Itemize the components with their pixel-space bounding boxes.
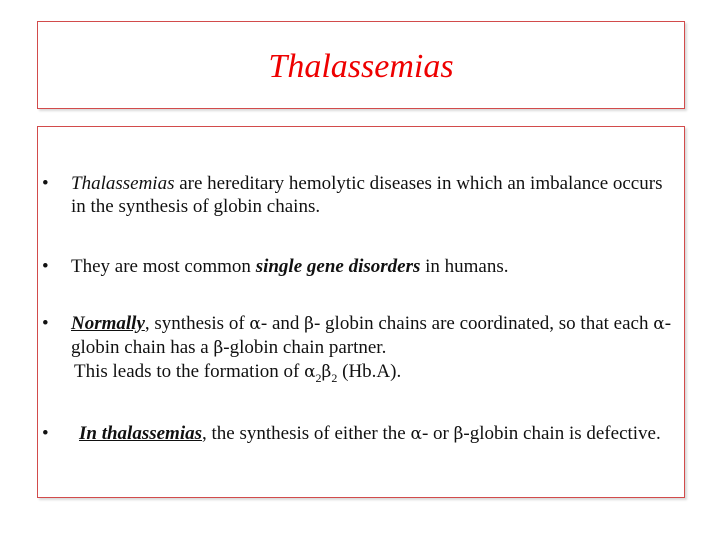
bullet-text (71, 172, 678, 218)
text-span: This leads to the formation of (74, 361, 305, 382)
text-span: in humans. (420, 256, 509, 277)
alpha-symbol: α (410, 424, 422, 444)
alpha-symbol: α (304, 362, 316, 382)
beta-symbol: β (213, 338, 224, 358)
text-span: , the synthesis of either the (202, 423, 411, 444)
bullet-text (71, 255, 678, 278)
slide-title: Thalassemias (268, 48, 454, 85)
text-span: (Hb.A). (337, 361, 402, 382)
formation-line (71, 360, 678, 384)
text-span: -globin chain is defective. (463, 423, 661, 444)
content-box (37, 126, 685, 498)
text-span: They are most common (71, 256, 256, 277)
bullet-marker: • (42, 173, 49, 194)
bullet-text (71, 422, 678, 446)
text-span: are hereditary hemolytic diseases in which an imbalance occurs in the synthesis of globin chains. (71, 173, 663, 217)
term-thalassemias: Thalassemias (71, 173, 175, 194)
text-span: , synthesis of (144, 313, 250, 334)
bullet-marker: • (42, 423, 49, 444)
term-normally: Normally (71, 313, 145, 334)
title-box (37, 21, 685, 109)
beta-symbol: β (304, 314, 314, 334)
emphasis-single-gene-disorders: single gene disorders (255, 256, 421, 277)
text-span: - and (260, 313, 305, 334)
text-span: - or (421, 423, 454, 444)
subscript: 2 (315, 370, 322, 385)
alpha-symbol: α (249, 314, 261, 334)
bullet-text (71, 312, 678, 384)
bullet-marker: • (42, 313, 49, 334)
beta-symbol: β (453, 424, 464, 444)
term-in-thalassemias: In thalassemias (79, 423, 203, 444)
alpha-symbol: α (653, 314, 665, 334)
subscript: 2 (331, 370, 338, 385)
bullet-marker: • (42, 256, 49, 277)
beta-symbol: β (321, 362, 332, 382)
text-span: -globin chain partner. (223, 337, 387, 358)
text-span: - globin chains are coordinated, so that each (313, 313, 654, 334)
text-span: -globin chain has a (71, 313, 672, 358)
